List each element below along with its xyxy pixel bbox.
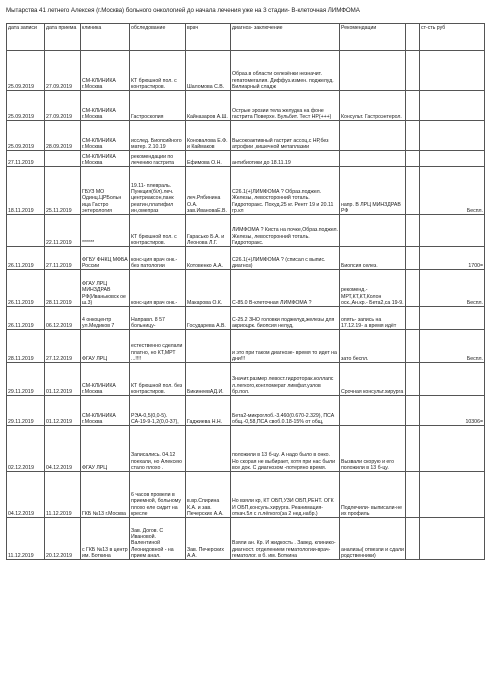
cell-doctor: леч.Рябинина О.А. зав.ИвановаЕ.В. [186, 167, 231, 215]
cell-examination: Направл. 8 57 больницу- [130, 307, 186, 330]
cell-clinic: ГБУЗ МО Одинц.ЦРБольн ица Гастро энтерология [81, 167, 130, 215]
col-header-clinic: клиника [81, 24, 130, 51]
table-row [7, 363, 485, 396]
cell-diagnosis: Но взяли кр, КТ ОБП,УЗИ ОБП,РЕНТ. ОГК И ОБП,консуль.хирурга. Реанимация-откач.5л с л.лёгкого(за 2 нед.набр.) [231, 472, 340, 518]
cell-clinic: СМ-КЛИНИКА г.Москва [81, 151, 130, 167]
cell-cost [420, 91, 485, 121]
cell-recommendations [340, 51, 406, 91]
cell-blank [406, 307, 420, 330]
col-header-diagnosis: диагноз- заключение [231, 24, 340, 51]
cell-blank [406, 330, 420, 363]
cell-clinic: ФГАУ ЛРЦ [81, 426, 130, 472]
cell-examination: РЭА-0,5(0,0-5). СА-19-9-1,2(0,0-37), [130, 396, 186, 426]
cell-examination: Записались. 04.12 поехали, но Алексею стало плохо . [130, 426, 186, 472]
cell-blank [406, 151, 420, 167]
cell-recommendations [340, 151, 406, 167]
cell-diagnosis: Значит.размер левост.гидроторак.коллапс л.легкого,конгломерат лимфат.узлов бр.пол. [231, 363, 340, 396]
cell-examination: Гастроскопия [130, 91, 186, 121]
cell-cost [420, 307, 485, 330]
cell-record-date: 29.11.2019 [7, 396, 45, 426]
cell-recommendations: Подлечили- выписали-не их профиль [340, 472, 406, 518]
table-header-row [7, 24, 485, 51]
table-row [7, 307, 485, 330]
table-row [7, 472, 485, 518]
table-row [7, 396, 485, 426]
cell-examination: конс-ция врач онк.- [130, 270, 186, 307]
cell-clinic: с ГКБ №13 в центр им. Боткина [81, 518, 130, 560]
cell-diagnosis: Высокоактивный гастрит ассоц.с НР,без атрофии ,кишечной метаплазии [231, 121, 340, 151]
cell-cost [420, 215, 485, 247]
cell-examination: рекомендации по лечению гастрита [130, 151, 186, 167]
cell-record-date: 02.12.2019 [7, 426, 45, 472]
cell-record-date: 18.11.2019 [7, 167, 45, 215]
cell-examination: конс-ция врач онк.- без патологии [130, 247, 186, 270]
cell-diagnosis: Взяли ан. Кр. И жидкость . Завед. клинико-диагност. отделением гематологии-врач-гематолог. в б. им. Боткина [231, 518, 340, 560]
cell-visit-date: 27.11.2019 [45, 247, 81, 270]
treatment-history-table [6, 23, 485, 560]
cell-doctor: Гарасько Б.А. и Леонова Л.Г. [186, 215, 231, 247]
cell-doctor: в.вр.Спирина К.А. и зав. Печерских А.А. [186, 472, 231, 518]
cell-visit-date: 01.12.2019 [45, 396, 81, 426]
cell-recommendations: Биопсия селез. [340, 247, 406, 270]
cell-doctor: Кайназаров А.Ш. [186, 91, 231, 121]
cell-record-date: 26.11.2019 [7, 270, 45, 307]
cell-doctor: Государева А.В. [186, 307, 231, 330]
cell-clinic: СМ-КЛИНИКА г.Москва [81, 363, 130, 396]
cell-blank [406, 215, 420, 247]
cell-examination: 6 часов провели в приемной, больному плохо еле сидит на кресле [130, 472, 186, 518]
cell-diagnosis: С26.1(+)ЛИМФОМА ? Образ.поджел. Железы, левосторонний тоталь. Гидроторакс. Похуд.25 кг. Рентг 19 и 20.11 гр.кл [231, 167, 340, 215]
cell-clinic: ФГАУ ЛРЦ [81, 330, 130, 363]
col-header-record-date: дата записи [7, 24, 45, 51]
table-row [7, 247, 485, 270]
cell-recommendations: Консульт. Гастроэнтерол. [340, 91, 406, 121]
cell-blank [406, 426, 420, 472]
cell-examination: 19.11- плевраль. Пункция(б/л).леч. центриаксон,панк реатин,платифил ин,омепраз [130, 167, 186, 215]
cell-doctor: Гаджиева Н.Н. [186, 396, 231, 426]
cell-record-date: 28.11.2019 [7, 330, 45, 363]
cell-cost [420, 51, 485, 91]
cell-cost [420, 426, 485, 472]
cell-diagnosis: ЛИМФОМА ? Киста на почке,Образ.поджел. Железы, левосторонний тоталь. Гидроторакс. [231, 215, 340, 247]
cell-diagnosis: Острые эрозии тела желудка на фоне гастрита Поверхн. Бульбит. Тест НР(+++) [231, 91, 340, 121]
col-header-visit-date: дата приема [45, 24, 81, 51]
cell-clinic: СМ-КЛИНИКА г.Москва [81, 51, 130, 91]
cell-clinic: ****** [81, 215, 130, 247]
cell-diagnosis: Образ.в области селезёнки незначит. гепатомегалия. Диффуз.измен. поджелуд. Билиарный сладж [231, 51, 340, 91]
cell-recommendations: зато беспл. [340, 330, 406, 363]
cell-doctor: Ефимова О.Н. [186, 151, 231, 167]
cell-diagnosis: и это при таком диагнозе- время то идет на дни!!! [231, 330, 340, 363]
cell-cost: Беспл. [420, 330, 485, 363]
table-row [7, 51, 485, 91]
page-title: Мытарства 41 летнего Алексея (г.Москва) больного онкологией до начала лечения уже на 3 стадии- В-клеточная ЛИМФОМА [6, 7, 360, 14]
cell-clinic: СМ-КЛИНИКА г.Москва [81, 121, 130, 151]
cell-examination: естественно сделали платно, но КТ,МРТ ...!!!! [130, 330, 186, 363]
cell-visit-date [45, 151, 81, 167]
cell-recommendations [340, 215, 406, 247]
cell-clinic: ФГАУ ЛРЦ МИНЗДРАВ РФ(Иваньковск ое ш.3) [81, 270, 130, 307]
cell-blank [406, 167, 420, 215]
cell-blank [406, 51, 420, 91]
cell-record-date: 25.09.2019 [7, 91, 45, 121]
col-header-cost: ст-сть руб [420, 24, 485, 51]
cell-doctor: БикинеевАД.И. [186, 363, 231, 396]
cell-cost: 1700= [420, 247, 485, 270]
table-row [7, 151, 485, 167]
cell-record-date: 04.12.2019 [7, 472, 45, 518]
cell-recommendations: рекоменд.- МРТ,КТ,КТ,Колон оск.,Ан.кр.- Бета2,са 19-9. [340, 270, 406, 307]
cell-record-date: 26.11.2019 [7, 247, 45, 270]
cell-diagnosis: С26.1(+)ЛИМФОМА ? (списал с выпис. диагноз) [231, 247, 340, 270]
cell-visit-date: 25.11.2019 [45, 167, 81, 215]
cell-diagnosis: положили в 13 б-цу. А надо было в онко. Но скорая не выбирает, хотя при нас были все док. С диагнозом -потеряно время. [231, 426, 340, 472]
cell-clinic: 4 онкоцентр ул.Медиков 7 [81, 307, 130, 330]
table-row [7, 426, 485, 472]
cell-doctor: Коновалова Е.Ф. и Каймаков [186, 121, 231, 151]
cell-examination: КТ брюшной пол. с контрастиров. [130, 215, 186, 247]
col-header-examination: обследование [130, 24, 186, 51]
cell-blank [406, 363, 420, 396]
cell-cost: 10306= [420, 396, 485, 426]
cell-recommendations: Вызвали скорую и его положили в 13 б-цу. [340, 426, 406, 472]
cell-cost [420, 151, 485, 167]
cell-visit-date: 27.12.2019 [45, 330, 81, 363]
cell-record-date: 27.11.2019 [7, 151, 45, 167]
cell-doctor: Шаломова С.В. [186, 51, 231, 91]
col-header-doctor: врач [186, 24, 231, 51]
cell-diagnosis: Бета2-микроглоб.-3.460(0.670-2.329), ПСА общ.-0,58,ПСА своб.0.18-15% от общ, [231, 396, 340, 426]
cell-cost: Беспл. [420, 167, 485, 215]
table-row [7, 270, 485, 307]
table-row [7, 330, 485, 363]
cell-doctor: Зав. Печерских А.А. [186, 518, 231, 560]
cell-clinic: СМ-КЛИНИКА г.Москва [81, 396, 130, 426]
cell-blank [406, 247, 420, 270]
cell-examination: Зав. Догов. С Ивановой. Валентиной Леонидовной - на прием анал. [130, 518, 186, 560]
cell-visit-date: 28.09.2019 [45, 121, 81, 151]
cell-visit-date: 20.12.2019 [45, 518, 81, 560]
cell-doctor [186, 426, 231, 472]
cell-doctor: Макарова О.К. [186, 270, 231, 307]
cell-visit-date: 06.12.2019 [45, 307, 81, 330]
table-row [7, 121, 485, 151]
cell-record-date: 29.11.2019 [7, 363, 45, 396]
cell-diagnosis: С-85.0 В-клеточная ЛИМФОМА ? [231, 270, 340, 307]
cell-visit-date: 28.11.2019 [45, 270, 81, 307]
cell-blank [406, 270, 420, 307]
cell-cost: Беспл. [420, 270, 485, 307]
cell-recommendations [340, 121, 406, 151]
cell-record-date: 26.11.2019 [7, 307, 45, 330]
cell-blank [406, 91, 420, 121]
cell-blank [406, 121, 420, 151]
cell-examination: КТ брюшной пол. с контрастиров. [130, 51, 186, 91]
table-row [7, 167, 485, 215]
cell-diagnosis: С-25.2 ЗНО головки поджелуд,железы для акриоцрк. биопсия нелуд, [231, 307, 340, 330]
cell-examination: КТ брюшной пол. без контрастиров. [130, 363, 186, 396]
cell-cost [420, 518, 485, 560]
cell-clinic: ГКБ №13 г.Москва [81, 472, 130, 518]
cell-record-date: 25.09.2019 [7, 121, 45, 151]
cell-blank [406, 518, 420, 560]
cell-cost [420, 363, 485, 396]
col-header-recommendations: Рекомендации [340, 24, 406, 51]
cell-examination: исслед. Биопсийного матер. 2.10.19 [130, 121, 186, 151]
cell-record-date: 25.09.2019 [7, 51, 45, 91]
cell-visit-date: 22.11.2019 [45, 215, 81, 247]
cell-clinic: ФГБУ ФНКЦ МФБА России [81, 247, 130, 270]
table-row [7, 215, 485, 247]
cell-doctor: Котовенко А.А. [186, 247, 231, 270]
cell-recommendations: напр. В ЛРЦ МИНЗДРАВ РФ [340, 167, 406, 215]
col-header-blank [406, 24, 420, 51]
cell-cost [420, 472, 485, 518]
cell-blank [406, 472, 420, 518]
cell-recommendations: анализы( отвезли и сдали родственники) [340, 518, 406, 560]
cell-cost [420, 121, 485, 151]
cell-recommendations: Срочная консульт.хирурга [340, 363, 406, 396]
cell-record-date: 11.12.2019 [7, 518, 45, 560]
cell-blank [406, 396, 420, 426]
cell-recommendations: опять- запись на 17.12.19- а время идёт [340, 307, 406, 330]
cell-record-date [7, 215, 45, 247]
cell-diagnosis: антибиотики до 18.11.19 [231, 151, 340, 167]
cell-visit-date: 27.09.2019 [45, 91, 81, 121]
cell-doctor [186, 330, 231, 363]
cell-recommendations [340, 396, 406, 426]
cell-visit-date: 04.12.2019 [45, 426, 81, 472]
cell-visit-date: 27.09.2019 [45, 51, 81, 91]
cell-clinic: СМ-КЛИНИКА г.Москва [81, 91, 130, 121]
cell-visit-date: 11.12.2019 [45, 472, 81, 518]
cell-visit-date: 01.12.2019 [45, 363, 81, 396]
table-row [7, 91, 485, 121]
table-row [7, 518, 485, 560]
